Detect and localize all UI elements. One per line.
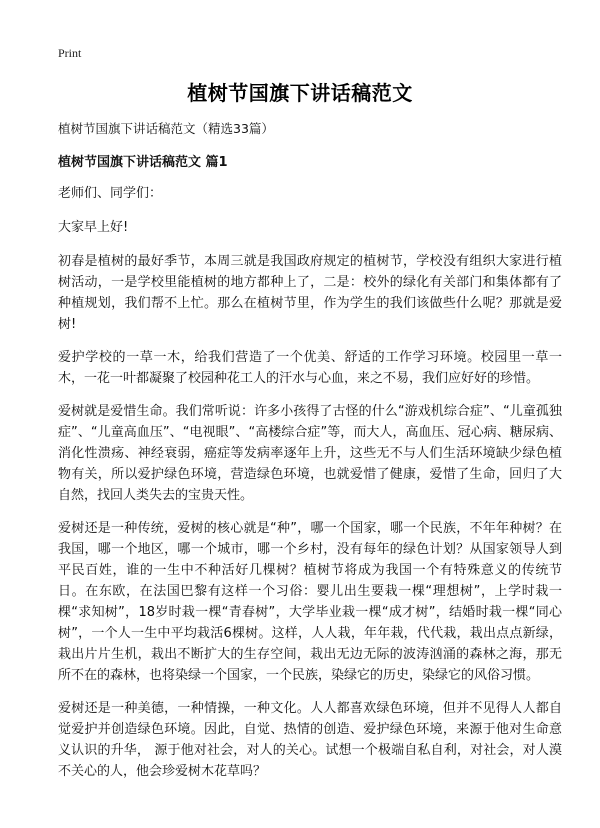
body-paragraph: 初春是植树的最好季节，本周三就是我国政府规定的植树节，学校没有组织大家进行植树活动，一是学校里能植树的地方都种上了，二是：校外的绿化有关部门和集体都有了种植规划，我们帮不上忙。那么在植树节里，作为学生的我们该做些什么呢？那就是爱树! — [58, 254, 562, 332]
body-paragraph: 爱树还是一种传统，爱树的核心就是“种”，哪一个国家，哪一个民族，不年年种树？在我国，哪一个地区，哪一个城市，哪一个乡村，没有每年的绿色计划？从国家领导人到平民百姓，谁的一生中不种活好几棵树？植树节将成为我国一个有特殊意义的传统节日。在东欧，在法国巴黎有这样一个习俗：婴儿出生要栽一棵“理想树”，上学时栽一棵“求知树”，18岁时栽一棵“青春树”，大学毕业栽一棵“成才树”，结婚时栽一棵“同心树”，一个人一生中平均栽活6棵树。这样，人人栽，年年栽，代代栽，栽出点点新绿，栽出片片生机，栽出不断扩大的生存空间，栽出无边无际的波涛汹涌的森林之海，那无所不在的森林，也将染绿一个国家，一个民族，染绿它的历史，染绿它的风俗习惯。 — [58, 521, 562, 683]
section-heading: 植树节国旗下讲话稿范文 篇1 — [58, 155, 228, 170]
page-title: 植树节国旗下讲话稿范文 — [187, 81, 413, 105]
salutation-paragraph: 大家早上好! — [58, 220, 129, 235]
document-body — [58, 119, 562, 794]
body-paragraph: 爱护学校的一草一木，给我们营造了一个优美、舒适的工作学习环境。校园里一草一木，一花一叶都凝聚了校园种花工人的汗水与心血，来之不易，我们应好好的珍惜。 — [58, 350, 562, 386]
document-subtitle: 植树节国旗下讲话稿范文（精选33篇） — [58, 121, 274, 136]
print-link[interactable]: Print — [58, 46, 82, 60]
body-paragraph: 爱树就是爱惜生命。我们常听说：许多小孩得了古怪的什么“游戏机综合症”、“儿童孤独症”、“儿童高血压”、“电视眼”、“高楼综合症”等，而大人，高血压、冠心病、糖尿病、消化性溃疡、神经衰弱，癌症等发病率逐年上升，这些无不与人们生活环境缺少绿色植物有关，所以爱护绿色环境，营造绿色环境，也就爱惜了健康，爱惜了生命，回归了大自然，找回人类失去的宝贵天性。 — [58, 404, 562, 503]
body-paragraph: 爱树还是一种美德，一种情操，一种文化。人人都喜欢绿色环境，但并不见得人人都自觉爱护并创造绿色环境。因此，自觉、热情的创造、爱护绿色环境，来源于他对生命意义认识的升华， 源于他对社会，对人的关心。试想一个极端自私自利，对社会，对人漠不关心的人，他会珍爱树木花草吗？ — [58, 701, 562, 779]
greeting-paragraph: 老师们、同学们： — [58, 186, 163, 201]
